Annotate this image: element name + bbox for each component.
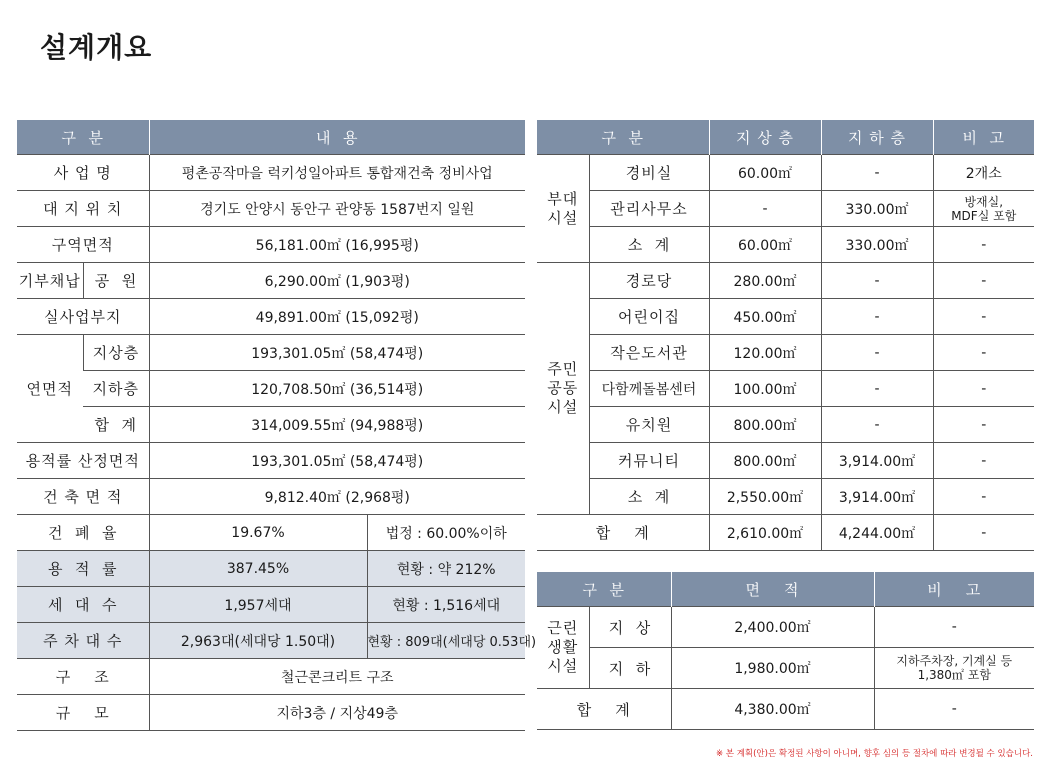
floor-area-above-label: 지상층 (83, 335, 149, 371)
floor-area-above-value: 193,301.05㎡ (58,474평) (149, 335, 525, 371)
households-note: 현황 : 1,516세대 (367, 587, 525, 623)
facility-name: 어린이집 (589, 299, 709, 335)
facility-below: 3,914.00㎡ (821, 479, 933, 515)
community-facility-label: 주민 공동 시설 (537, 263, 589, 515)
business-name-value: 평촌공작마을 럭키성일아파트 통합재건축 정비사업 (149, 155, 525, 191)
facility-note: - (933, 335, 1034, 371)
structure-label: 구 조 (17, 659, 149, 695)
structure-value: 철근콘크리트 구조 (149, 659, 525, 695)
parking-value: 2,963대(세대당 1.50대) (149, 623, 367, 659)
coverage-value: 19.67% (149, 515, 367, 551)
facility-below: - (821, 335, 933, 371)
facility-name: 경로당 (589, 263, 709, 299)
floor-label: 지 하 (589, 648, 671, 689)
coverage-label: 건 폐 율 (17, 515, 149, 551)
location-label: 대 지 위 치 (17, 191, 149, 227)
far-label: 용 적 률 (17, 551, 149, 587)
header-content: 내 용 (149, 120, 525, 155)
neighborhood-total-label: 합 계 (537, 689, 671, 730)
facility-below: - (821, 263, 933, 299)
facility-above: 100.00㎡ (709, 371, 821, 407)
far-area-label: 용적률 산정면적 (17, 443, 149, 479)
facility-total-note: - (933, 515, 1034, 551)
floor-note: 지하주차장, 기계실 등 1,380㎡ 포함 (874, 648, 1034, 689)
facility-name: 작은도서관 (589, 335, 709, 371)
header-category: 구 분 (537, 572, 671, 607)
header-category: 구 분 (537, 120, 709, 155)
facility-note: - (933, 227, 1034, 263)
floor-area: 1,980.00㎡ (671, 648, 874, 689)
facility-note: - (933, 371, 1034, 407)
facility-above: 800.00㎡ (709, 407, 821, 443)
facility-name: 다함께돌봄센터 (589, 371, 709, 407)
facility-above: 60.00㎡ (709, 227, 821, 263)
facility-above: 120.00㎡ (709, 335, 821, 371)
floor-area-total-label: 합 계 (83, 407, 149, 443)
floor-area-label: 연면적 (17, 335, 83, 443)
net-site-label: 실사업부지 (17, 299, 149, 335)
facility-total-label: 합 계 (537, 515, 709, 551)
facility-below: - (821, 371, 933, 407)
neighborhood-facility-table (537, 572, 1034, 730)
floor-area: 2,400.00㎡ (671, 607, 874, 648)
facility-name: 커뮤니티 (589, 443, 709, 479)
facility-name: 유치원 (589, 407, 709, 443)
business-name-label: 사 업 명 (17, 155, 149, 191)
facility-note: 2개소 (933, 155, 1034, 191)
far-value: 387.45% (149, 551, 367, 587)
header-remarks: 비 고 (933, 120, 1034, 155)
facility-below: 3,914.00㎡ (821, 443, 933, 479)
facility-below: - (821, 155, 933, 191)
neighborhood-total-note: - (874, 689, 1034, 730)
parking-label: 주 차 대 수 (17, 623, 149, 659)
building-area-label: 건 축 면 적 (17, 479, 149, 515)
facility-note: - (933, 299, 1034, 335)
facility-above: 280.00㎡ (709, 263, 821, 299)
footnote: ※ 본 계획(안)은 확정된 사항이 아니며, 향후 심의 등 절차에 따라 변경될 수 있습니다. (715, 749, 1033, 759)
floor-label: 지 상 (589, 607, 671, 648)
scale-value: 지하3층 / 지상49층 (149, 695, 525, 731)
facility-name: 경비실 (589, 155, 709, 191)
zone-area-label: 구역면적 (17, 227, 149, 263)
far-note: 현황 : 약 212% (367, 551, 525, 587)
design-overview-table (17, 120, 537, 731)
coverage-note: 법정 : 60.00%이하 (367, 515, 525, 551)
floor-area-below-value: 120,708.50㎡ (36,514평) (149, 371, 525, 407)
facility-note: 방재실, MDF실 포함 (933, 191, 1034, 227)
donation-label: 기부채납 (17, 263, 83, 299)
facility-note: - (933, 407, 1034, 443)
facility-subtotal-label: 소 계 (589, 227, 709, 263)
households-value: 1,957세대 (149, 587, 367, 623)
donation-sub-label: 공 원 (83, 263, 149, 299)
header-area: 면 적 (671, 572, 874, 607)
building-area-value: 9,812.40㎡ (2,968평) (149, 479, 525, 515)
auxiliary-facility-label: 부대 시설 (537, 155, 589, 263)
location-value: 경기도 안양시 동안구 관양동 1587번지 일원 (149, 191, 525, 227)
facility-note: - (933, 263, 1034, 299)
facility-above: 800.00㎡ (709, 443, 821, 479)
parking-note: 현황 : 809대(세대당 0.53대) (367, 623, 525, 659)
facility-subtotal-label: 소 계 (589, 479, 709, 515)
header-category: 구 분 (17, 120, 149, 155)
facility-above: 450.00㎡ (709, 299, 821, 335)
donation-value: 6,290.00㎡ (1,903평) (149, 263, 525, 299)
facility-name: 관리사무소 (589, 191, 709, 227)
facility-below: 330.00㎡ (821, 227, 933, 263)
header-above-ground: 지 상 층 (709, 120, 821, 155)
neighborhood-facility-label: 근린 생활 시설 (537, 607, 589, 689)
facility-below: - (821, 299, 933, 335)
page-title: 설계개요 (40, 31, 153, 64)
facility-note: - (933, 479, 1034, 515)
neighborhood-total-area: 4,380.00㎡ (671, 689, 874, 730)
households-label: 세 대 수 (17, 587, 149, 623)
facility-area-table (537, 120, 1034, 551)
far-area-value: 193,301.05㎡ (58,474평) (149, 443, 525, 479)
facility-above: 60.00㎡ (709, 155, 821, 191)
facility-note: - (933, 443, 1034, 479)
facility-above: 2,550.00㎡ (709, 479, 821, 515)
facility-total-below: 4,244.00㎡ (821, 515, 933, 551)
header-remarks: 비 고 (874, 572, 1034, 607)
facility-above: - (709, 191, 821, 227)
facility-below: 330.00㎡ (821, 191, 933, 227)
floor-area-below-label: 지하층 (83, 371, 149, 407)
net-site-value: 49,891.00㎡ (15,092평) (149, 299, 525, 335)
facility-total-above: 2,610.00㎡ (709, 515, 821, 551)
floor-area-total-value: 314,009.55㎡ (94,988평) (149, 407, 525, 443)
scale-label: 규 모 (17, 695, 149, 731)
zone-area-value: 56,181.00㎡ (16,995평) (149, 227, 525, 263)
facility-below: - (821, 407, 933, 443)
header-below-ground: 지 하 층 (821, 120, 933, 155)
floor-note: - (874, 607, 1034, 648)
